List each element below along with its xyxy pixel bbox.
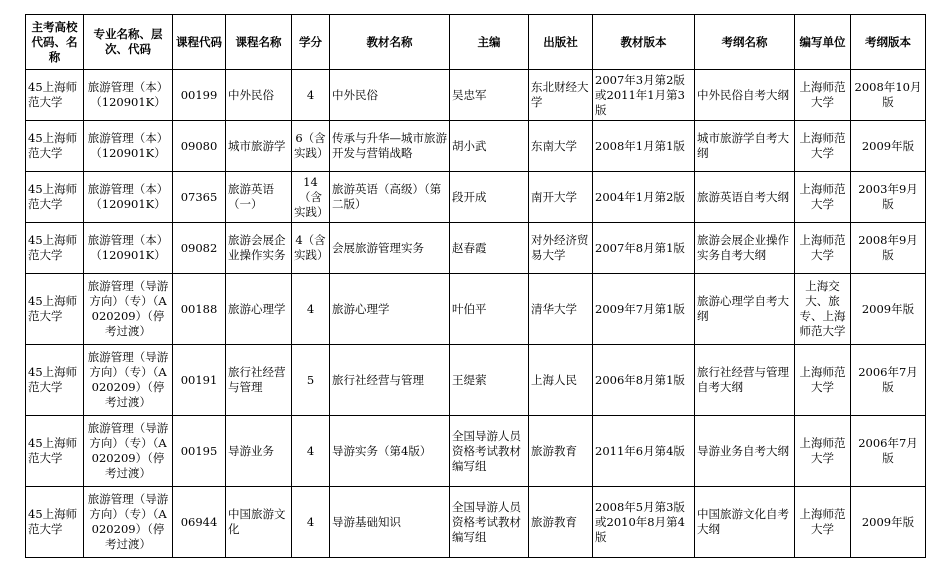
table-row bbox=[26, 487, 926, 558]
cell-syllabus-edition: 2006年7月版 bbox=[851, 345, 926, 416]
cell-course-name: 旅游心理学 bbox=[226, 274, 292, 345]
cell-credits: 4 bbox=[292, 70, 330, 121]
cell-university: 45上海师范大学 bbox=[26, 416, 84, 487]
header-editor: 主编 bbox=[450, 15, 529, 70]
cell-credits: 4 bbox=[292, 487, 330, 558]
table-row bbox=[26, 70, 926, 121]
header-row bbox=[26, 15, 926, 70]
cell-textbook: 导游实务（第4版） bbox=[330, 416, 450, 487]
table-row bbox=[26, 345, 926, 416]
cell-course-code: 07365 bbox=[173, 172, 226, 223]
cell-course-name: 旅行社经营与管理 bbox=[226, 345, 292, 416]
cell-major: 旅游管理（本）（120901K） bbox=[84, 223, 173, 274]
cell-editor: 吴忠军 bbox=[450, 70, 529, 121]
cell-syllabus-name: 中外民俗自考大纲 bbox=[695, 70, 795, 121]
cell-editor: 胡小武 bbox=[450, 121, 529, 172]
cell-textbook: 会展旅游管理实务 bbox=[330, 223, 450, 274]
cell-credits: 5 bbox=[292, 345, 330, 416]
cell-major: 旅游管理（导游方向）（专）（A020209）（停考过渡） bbox=[84, 487, 173, 558]
course-table-container bbox=[25, 14, 926, 558]
cell-university: 45上海师范大学 bbox=[26, 70, 84, 121]
cell-course-code: 09080 bbox=[173, 121, 226, 172]
cell-credits: 4 bbox=[292, 416, 330, 487]
cell-textbook: 旅游英语（高级）（第二版） bbox=[330, 172, 450, 223]
cell-textbook: 旅行社经营与管理 bbox=[330, 345, 450, 416]
cell-course-code: 00191 bbox=[173, 345, 226, 416]
cell-publisher: 对外经济贸易大学 bbox=[529, 223, 593, 274]
cell-major: 旅游管理（本）（120901K） bbox=[84, 121, 173, 172]
cell-credits: 14（含实践） bbox=[292, 172, 330, 223]
cell-university: 45上海师范大学 bbox=[26, 274, 84, 345]
cell-textbook-edition: 2008年5月第3版或2010年8月第4版 bbox=[593, 487, 695, 558]
cell-textbook-edition: 2009年7月第1版 bbox=[593, 274, 695, 345]
cell-course-name: 导游业务 bbox=[226, 416, 292, 487]
header-publisher: 出版社 bbox=[529, 15, 593, 70]
cell-university: 45上海师范大学 bbox=[26, 172, 84, 223]
header-university: 主考高校代码、名称 bbox=[26, 15, 84, 70]
cell-textbook-edition: 2006年8月第1版 bbox=[593, 345, 695, 416]
table-row bbox=[26, 172, 926, 223]
cell-syllabus-edition: 2009年版 bbox=[851, 274, 926, 345]
cell-syllabus-edition: 2009年版 bbox=[851, 487, 926, 558]
cell-syllabus-edition: 2009年版 bbox=[851, 121, 926, 172]
table-row bbox=[26, 416, 926, 487]
cell-syllabus-edition: 2008年9月版 bbox=[851, 223, 926, 274]
cell-compiler: 上海师范大学 bbox=[795, 345, 851, 416]
cell-compiler: 上海师范大学 bbox=[795, 487, 851, 558]
cell-course-code: 00195 bbox=[173, 416, 226, 487]
cell-course-code: 09082 bbox=[173, 223, 226, 274]
header-compiler: 编写单位 bbox=[795, 15, 851, 70]
cell-compiler: 上海师范大学 bbox=[795, 416, 851, 487]
cell-compiler: 上海师范大学 bbox=[795, 172, 851, 223]
cell-syllabus-name: 旅游英语自考大纲 bbox=[695, 172, 795, 223]
cell-syllabus-name: 导游业务自考大纲 bbox=[695, 416, 795, 487]
cell-course-code: 00188 bbox=[173, 274, 226, 345]
cell-syllabus-name: 旅游心理学自考大纲 bbox=[695, 274, 795, 345]
cell-course-code: 06944 bbox=[173, 487, 226, 558]
header-syllabus-edition: 考纲版本 bbox=[851, 15, 926, 70]
cell-editor: 王缇萦 bbox=[450, 345, 529, 416]
cell-course-name: 中外民俗 bbox=[226, 70, 292, 121]
cell-syllabus-edition: 2003年9月版 bbox=[851, 172, 926, 223]
cell-publisher: 南开大学 bbox=[529, 172, 593, 223]
cell-editor: 赵春霞 bbox=[450, 223, 529, 274]
cell-publisher: 东南大学 bbox=[529, 121, 593, 172]
header-course-name: 课程名称 bbox=[226, 15, 292, 70]
header-course-code: 课程代码 bbox=[173, 15, 226, 70]
cell-textbook-edition: 2007年3月第2版或2011年1月第3版 bbox=[593, 70, 695, 121]
cell-university: 45上海师范大学 bbox=[26, 121, 84, 172]
course-table bbox=[25, 14, 926, 558]
cell-editor: 段开成 bbox=[450, 172, 529, 223]
cell-compiler: 上海师范大学 bbox=[795, 121, 851, 172]
header-major: 专业名称、层次、代码 bbox=[84, 15, 173, 70]
header-syllabus-name: 考纲名称 bbox=[695, 15, 795, 70]
cell-course-code: 00199 bbox=[173, 70, 226, 121]
cell-major: 旅游管理（导游方向）（专）（A020209）（停考过渡） bbox=[84, 416, 173, 487]
cell-textbook: 旅游心理学 bbox=[330, 274, 450, 345]
cell-publisher: 旅游教育 bbox=[529, 416, 593, 487]
table-row bbox=[26, 274, 926, 345]
cell-textbook-edition: 2008年1月第1版 bbox=[593, 121, 695, 172]
cell-compiler: 上海交大、旅专、上海师范大学 bbox=[795, 274, 851, 345]
cell-publisher: 旅游教育 bbox=[529, 487, 593, 558]
cell-publisher: 清华大学 bbox=[529, 274, 593, 345]
cell-course-name: 城市旅游学 bbox=[226, 121, 292, 172]
table-row bbox=[26, 223, 926, 274]
cell-university: 45上海师范大学 bbox=[26, 223, 84, 274]
cell-textbook-edition: 2007年8月第1版 bbox=[593, 223, 695, 274]
cell-major: 旅游管理（导游方向）（专）（A020209）（停考过渡） bbox=[84, 274, 173, 345]
cell-syllabus-name: 旅游会展企业操作实务自考大纲 bbox=[695, 223, 795, 274]
cell-compiler: 上海师范大学 bbox=[795, 223, 851, 274]
cell-course-name: 旅游英语（一） bbox=[226, 172, 292, 223]
cell-textbook: 中外民俗 bbox=[330, 70, 450, 121]
cell-textbook-edition: 2004年1月第2版 bbox=[593, 172, 695, 223]
cell-credits: 4（含实践） bbox=[292, 223, 330, 274]
cell-editor: 全国导游人员资格考试教材编写组 bbox=[450, 487, 529, 558]
cell-publisher: 东北财经大学 bbox=[529, 70, 593, 121]
cell-publisher: 上海人民 bbox=[529, 345, 593, 416]
cell-major: 旅游管理（本）（120901K） bbox=[84, 172, 173, 223]
cell-textbook-edition: 2011年6月第4版 bbox=[593, 416, 695, 487]
header-textbook-edition: 教材版本 bbox=[593, 15, 695, 70]
header-textbook: 教材名称 bbox=[330, 15, 450, 70]
cell-course-name: 中国旅游文化 bbox=[226, 487, 292, 558]
header-credits: 学分 bbox=[292, 15, 330, 70]
cell-syllabus-name: 中国旅游文化自考大纲 bbox=[695, 487, 795, 558]
cell-credits: 4 bbox=[292, 274, 330, 345]
cell-syllabus-name: 旅行社经营与管理自考大纲 bbox=[695, 345, 795, 416]
cell-textbook: 传承与升华—城市旅游开发与营销战略 bbox=[330, 121, 450, 172]
cell-compiler: 上海师范大学 bbox=[795, 70, 851, 121]
cell-editor: 叶伯平 bbox=[450, 274, 529, 345]
cell-syllabus-name: 城市旅游学自考大纲 bbox=[695, 121, 795, 172]
cell-textbook: 导游基础知识 bbox=[330, 487, 450, 558]
cell-university: 45上海师范大学 bbox=[26, 487, 84, 558]
cell-editor: 全国导游人员资格考试教材编写组 bbox=[450, 416, 529, 487]
table-row bbox=[26, 121, 926, 172]
cell-major: 旅游管理（导游方向）（专）（A020209）（停考过渡） bbox=[84, 345, 173, 416]
cell-major: 旅游管理（本）（120901K） bbox=[84, 70, 173, 121]
cell-credits: 6（含实践） bbox=[292, 121, 330, 172]
cell-syllabus-edition: 2006年7月版 bbox=[851, 416, 926, 487]
cell-university: 45上海师范大学 bbox=[26, 345, 84, 416]
cell-syllabus-edition: 2008年10月版 bbox=[851, 70, 926, 121]
cell-course-name: 旅游会展企业操作实务 bbox=[226, 223, 292, 274]
